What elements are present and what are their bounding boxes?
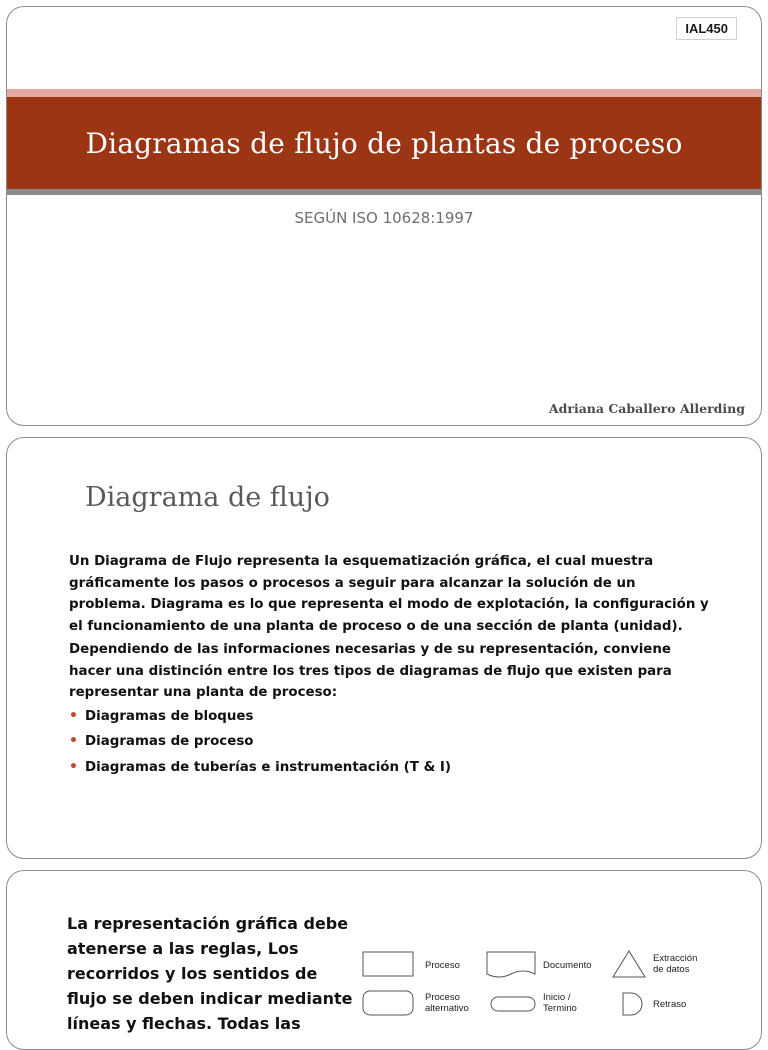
- document-symbol-icon: [487, 952, 535, 977]
- slide-body: La representación gráfica debe atenerse a las reglas, Los recorridos y los sentidos de flujo se deben indicar mediante líneas y flechas. Todas las: [67, 914, 353, 1033]
- legend-label-line: Extracción: [653, 953, 698, 964]
- terminator-symbol-icon: [491, 997, 535, 1011]
- slide-heading: Diagrama de flujo: [85, 482, 330, 513]
- delay-symbol-icon: [623, 993, 642, 1015]
- author-name: Adriana Caballero Allerding: [548, 401, 745, 416]
- title-band-top-stripe: [7, 89, 761, 97]
- legend-label-proceso-alternativo: [425, 992, 469, 1014]
- legend-label-line: Proceso: [425, 992, 460, 1003]
- extract-symbol-icon: [613, 951, 645, 977]
- slide-subtitle: SEGÚN ISO 10628:1997: [294, 209, 474, 227]
- bullet-icon: •: [69, 707, 78, 724]
- title-band: [7, 97, 761, 189]
- title-band-bottom-stripe: [7, 189, 761, 195]
- document-code-badge: IAL450: [676, 17, 737, 40]
- legend-label-line: Inicio /: [543, 992, 571, 1003]
- bullet-list: [69, 706, 709, 779]
- bullet-text: Diagramas de proceso: [85, 734, 254, 749]
- title-slide: [6, 6, 762, 426]
- slide-body: [69, 551, 709, 782]
- legend-label-line: Termino: [543, 1003, 577, 1014]
- bullet-item: [69, 757, 709, 779]
- bullet-text: Diagramas de bloques: [85, 708, 254, 724]
- legend-label-extraccion: [653, 953, 697, 975]
- legend-label-line: alternativo: [425, 1003, 469, 1014]
- legend-label-retraso: Retraso: [653, 999, 687, 1010]
- bullet-icon: •: [69, 758, 78, 775]
- slide-title: Diagramas de flujo de plantas de proceso: [85, 126, 683, 160]
- bullet-item: [69, 706, 709, 728]
- paragraph: Un Diagrama de Flujo representa la esquematización gráfica, el cual muestra gráficamente los pasos o procesos a seguir para alcanzar la solución de un problema. Diagrama es lo que representa el modo de explotación, la configuración y el funcionamiento de una planta de proceso o de una sección de planta (unidad).: [69, 554, 709, 634]
- legend-label-line: de datos: [653, 964, 690, 975]
- bullet-icon: •: [69, 733, 78, 749]
- paragraph: Dependiendo de las informaciones necesarias y de su representación, conviene hacer una distinción entre los tres tipos de diagramas de flujo que existen para representar una planta de proceso:: [69, 642, 672, 700]
- legend-label-documento: Documento: [543, 960, 592, 971]
- process-symbol-icon: [363, 952, 413, 976]
- alternate-process-symbol-icon: [363, 991, 413, 1015]
- content-slide-reglas: [6, 870, 762, 1050]
- bullet-text: Diagramas de tuberías e instrumentación (T & I): [85, 759, 452, 775]
- legend-label-proceso: Proceso: [425, 960, 460, 971]
- legend-label-inicio-termino: [543, 992, 577, 1014]
- bullet-item: [69, 731, 709, 753]
- content-slide-diagrama: [6, 437, 762, 859]
